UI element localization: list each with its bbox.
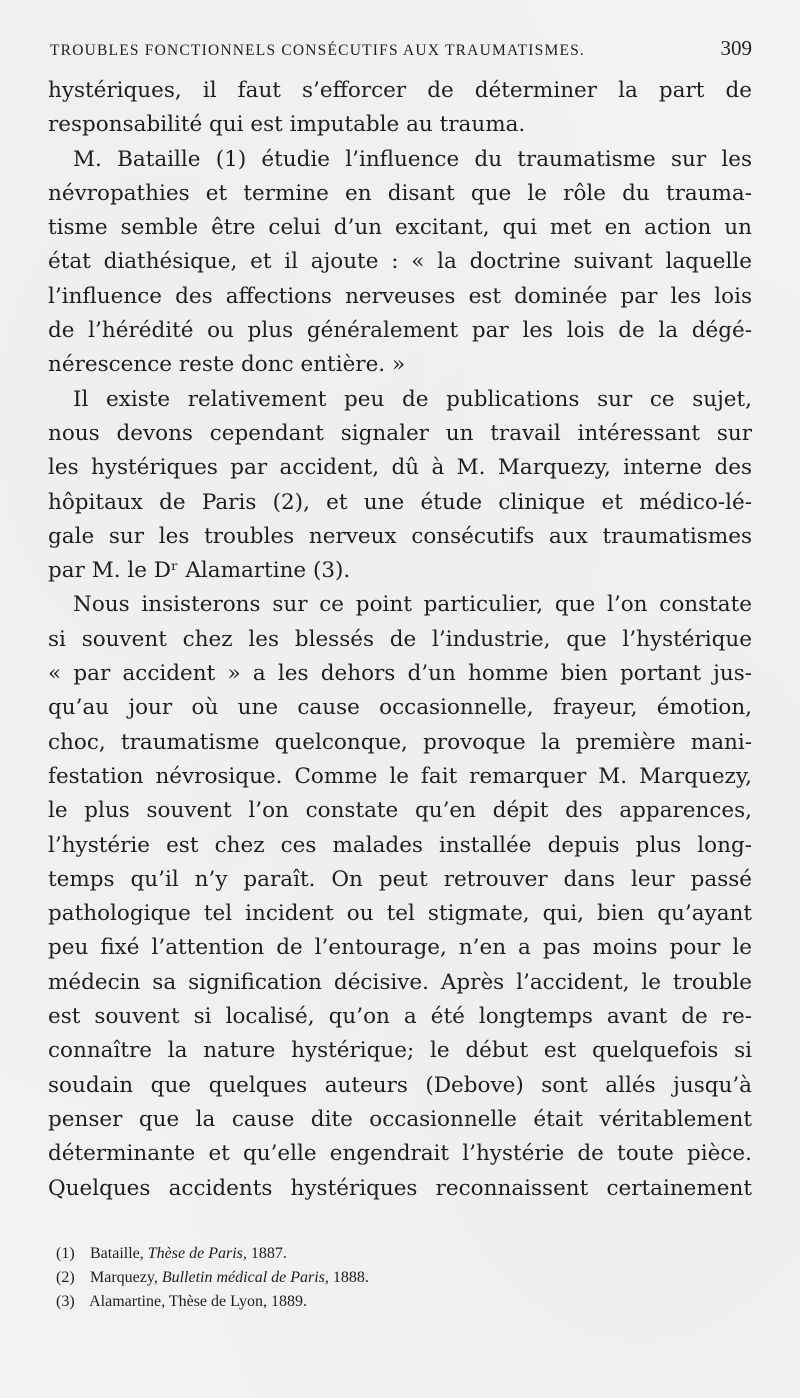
text-line: M. Bataille (1) étudie l’influence du traumatisme sur les <box>73 146 752 172</box>
text-line: les hystériques par accident, dû à M. Marquezy, interne des <box>48 455 752 481</box>
text-line: qu’au jour où une cause occasionnelle, frayeur, émotion, <box>48 695 752 721</box>
text-line: névropathies et termine en disant que le rôle du trauma- <box>48 180 752 206</box>
footnote-work: Bulletin médical de Paris, <box>161 1269 329 1286</box>
text-line: l’influence des affections nerveuses est dominée par les lois <box>48 283 752 309</box>
footnotes <box>56 1242 656 1314</box>
text-line: gale sur les troubles nerveux consécutifs aux traumatismes <box>48 523 752 549</box>
text-line: temps qu’il n’y paraît. On peut retrouver dans leur passé <box>48 866 752 892</box>
text-line: choc, traumatisme quelconque, provoque la première mani- <box>48 729 752 755</box>
text-line: soudain que quelques auteurs (Debove) sont allés jusqu’à <box>48 1072 752 1098</box>
footnote-mark: (3) <box>56 1293 75 1310</box>
text-line: connaître la nature hystérique; le début est quelquefois si <box>48 1038 752 1064</box>
footnote <box>56 1290 656 1314</box>
text-line: responsabilité qui est imputable au trauma. <box>48 112 526 138</box>
footnote-author: Marquezy, <box>90 1269 158 1286</box>
text-line: hôpitaux de Paris (2), et une étude clinique et médico-lé- <box>48 489 752 515</box>
text-line: festation névrosique. Comme le fait remarquer M. Marquezy, <box>48 763 752 789</box>
footnote-year: 1887. <box>250 1245 287 1262</box>
footnote-year: 1889. <box>271 1293 308 1310</box>
text-line: hystériques, il faut s’efforcer de déterminer la part de <box>48 78 752 103</box>
text-line: tisme semble être celui d’un excitant, qui met en action un <box>48 215 752 241</box>
text-line: déterminante et qu’elle engendrait l’hystérie de toute pièce. <box>48 1141 752 1167</box>
footnote-work: Thèse de Paris, <box>147 1245 247 1262</box>
text-line: médecin sa signification décisive. Après l’accident, le trouble <box>48 969 752 995</box>
footnote-work: Thèse de Lyon, <box>168 1293 268 1310</box>
text-line: Quelques accidents hystériques reconnaissent certainement <box>48 1175 752 1201</box>
text-line: si souvent chez les blessés de l’industrie, que l’hystérique <box>48 626 752 652</box>
text-line: Il existe relativement peu de publications sur ce sujet, <box>73 386 752 412</box>
text-line: peu fixé l’attention de l’entourage, n’en a pas moins pour le <box>48 935 752 961</box>
footnote-author: Alamartine, <box>89 1293 166 1310</box>
footnote <box>56 1242 656 1266</box>
text-line: de l’hérédité ou plus généralement par les lois de la dégé- <box>48 318 752 344</box>
text-line: pathologique tel incident ou tel stigmate, qui, bien qu’ayant <box>48 901 752 927</box>
footnote-mark: (1) <box>56 1245 75 1262</box>
text-line: penser que la cause dite occasionnelle était véritablement <box>48 1106 752 1132</box>
footnote-mark: (2) <box>56 1269 75 1286</box>
text-line: nous devons cependant signaler un travail intéressant sur <box>48 420 752 446</box>
text-line: état diathésique, et il ajoute : « la doctrine suivant laquelle <box>48 249 752 275</box>
text-line: nérescence reste donc entière. » <box>48 352 406 378</box>
text-line: est souvent si localisé, qu’on a été longtemps avant de re- <box>48 1004 752 1030</box>
text-line: le plus souvent l’on constate qu’en dépit des apparences, <box>48 798 752 824</box>
text-line: par M. le Dʳ Alamartine (3). <box>48 558 351 584</box>
text-line: Nous insisterons sur ce point particulier, que l’on constate <box>73 592 752 618</box>
running-title: TROUBLES FONCTIONNELS CONSÉCUTIFS AUX TRAUMATISMES. <box>50 42 586 59</box>
body-text <box>48 74 752 1206</box>
page-number: 309 <box>720 36 752 60</box>
running-header <box>50 36 752 60</box>
text-line: l’hystérie est chez ces malades installée depuis plus long- <box>48 832 752 858</box>
text-line: « par accident » a les dehors d’un homme bien portant jus- <box>48 661 752 687</box>
footnote <box>56 1266 656 1290</box>
footnote-author: Bataille, <box>90 1245 144 1262</box>
footnote-year: 1888. <box>332 1269 369 1286</box>
